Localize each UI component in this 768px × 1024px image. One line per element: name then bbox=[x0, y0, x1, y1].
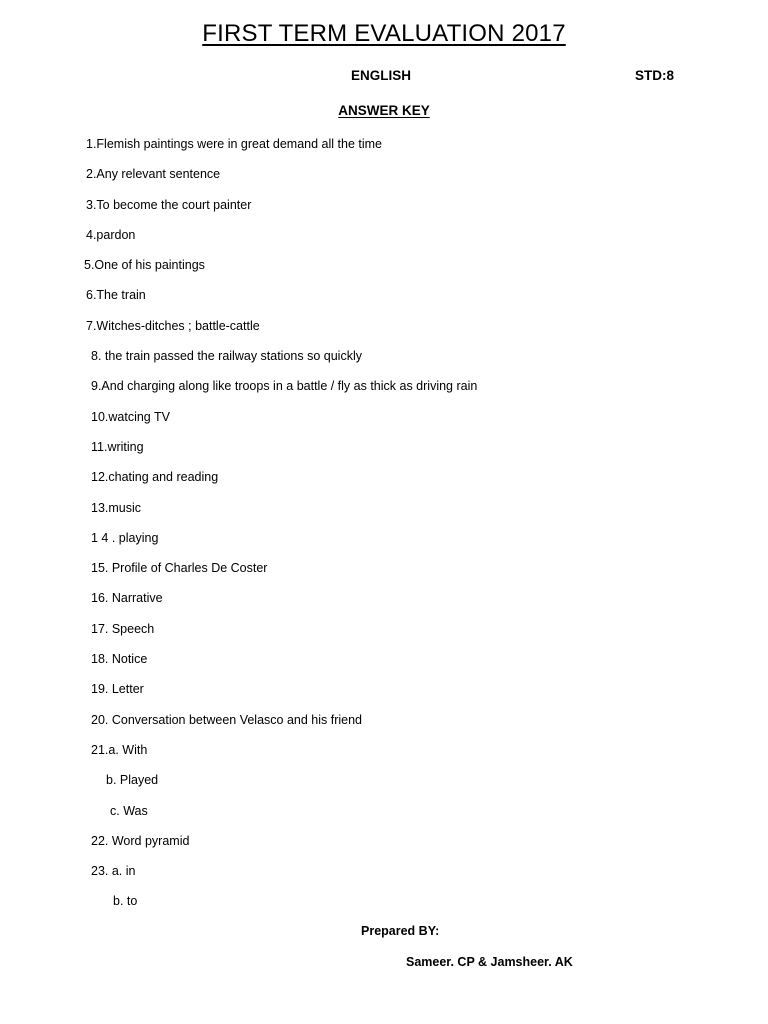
answer-item: 16. Narrative bbox=[91, 591, 163, 606]
answer-item: b. Played bbox=[106, 773, 159, 788]
answer-list bbox=[0, 129, 768, 917]
answer-item: c. Was bbox=[110, 803, 148, 818]
authors-text: Sameer. CP & Jamsheer. AK bbox=[406, 955, 573, 969]
answer-item: b. to bbox=[113, 894, 138, 909]
answer-item: 10.watcing TV bbox=[91, 409, 170, 424]
answer-item: 20. Conversation between Velasco and his friend bbox=[91, 712, 363, 727]
answer-item: 9.And charging along like troops in a battle / fly as thick as driving rain bbox=[91, 379, 478, 394]
subject-label: ENGLISH bbox=[351, 68, 412, 83]
answer-item: 23. a. in bbox=[91, 864, 136, 879]
std-label: STD:8 bbox=[635, 68, 675, 83]
answer-item: 4.pardon bbox=[86, 227, 136, 242]
answer-item: 7.Witches-ditches ; battle-cattle bbox=[86, 318, 260, 333]
answer-item: 3.To become the court painter bbox=[86, 197, 252, 212]
answer-item: 1 4 . playing bbox=[91, 530, 159, 545]
answer-item: 13.music bbox=[91, 500, 142, 515]
answer-item: 6.The train bbox=[86, 288, 146, 303]
answer-item: 12.chating and reading bbox=[91, 470, 219, 485]
answer-item: 22. Word pyramid bbox=[91, 833, 190, 848]
answer-item: 2.Any relevant sentence bbox=[86, 167, 221, 182]
answer-item: 11.writing bbox=[91, 439, 144, 454]
answer-item: 5.One of his paintings bbox=[84, 258, 205, 273]
answer-item: 15. Profile of Charles De Coster bbox=[91, 561, 268, 576]
answer-item: 18. Notice bbox=[91, 652, 148, 667]
page-title: FIRST TERM EVALUATION 2017 bbox=[202, 20, 566, 47]
answer-item: 1.Flemish paintings were in great demand all the time bbox=[86, 137, 382, 151]
answer-key-heading: ANSWER KEY bbox=[338, 103, 430, 118]
answer-item: 17. Speech bbox=[91, 621, 155, 636]
answer-item: 8. the train passed the railway stations so quickly bbox=[91, 349, 362, 364]
prepared-by-label: Prepared BY: bbox=[361, 924, 440, 938]
answer-item: 19. Letter bbox=[91, 682, 144, 697]
answer-item: 21.a. With bbox=[91, 742, 148, 757]
